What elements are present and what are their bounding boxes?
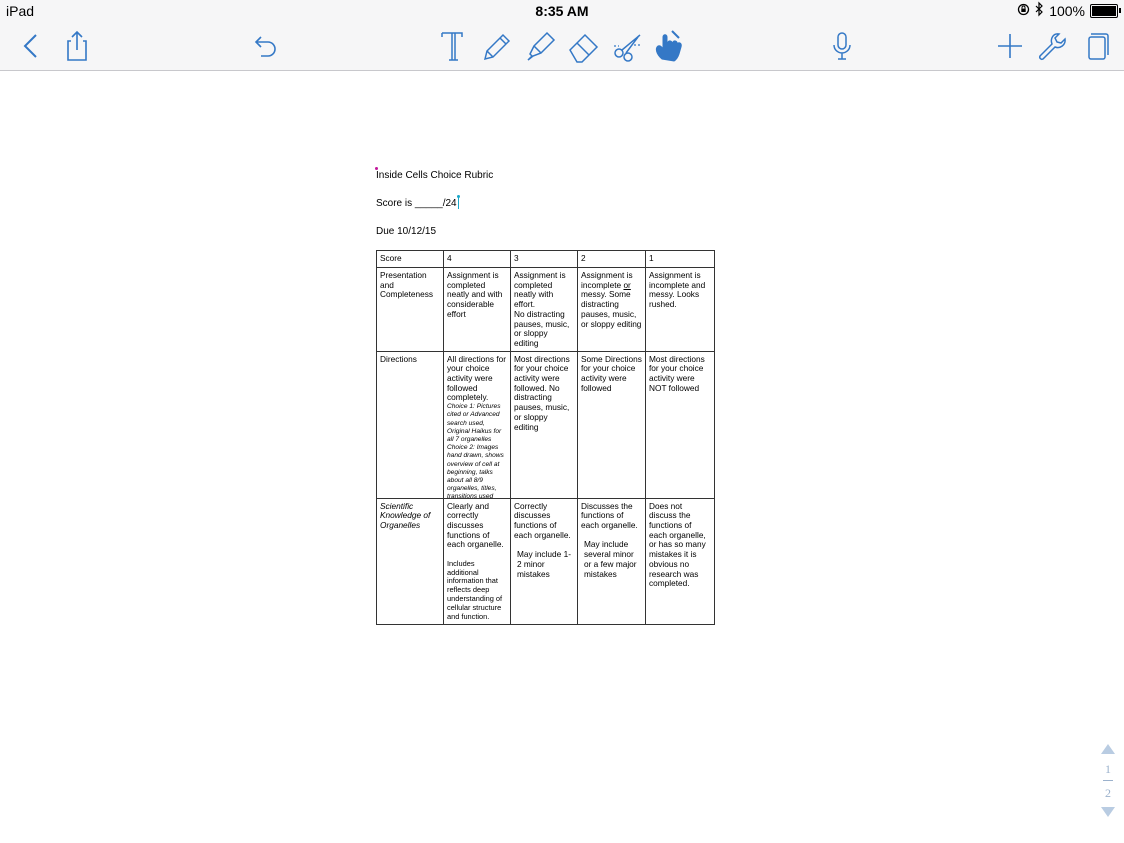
highlighter-button[interactable] [520, 26, 560, 66]
scissors-icon [610, 29, 644, 63]
due-date: Due 10/12/15 [376, 226, 437, 237]
text-tool-icon [435, 29, 469, 63]
cell-text-extra: Includes additional information that reflects deep understanding of cellular structure and function. [447, 558, 503, 621]
plus-icon [993, 29, 1027, 63]
pages-button[interactable] [1076, 26, 1116, 66]
table-cell: Assignment is incomplete and messy. Looks rushed. [646, 268, 715, 352]
table-cell [511, 268, 578, 352]
pages-icon [1079, 29, 1113, 63]
header-cell: 4 [444, 251, 511, 268]
table-cell [444, 351, 511, 501]
table-cell: Most directions for your choice activity were followed. No distracting pauses, music, or sloppy editing [511, 351, 578, 498]
microphone-icon [825, 29, 859, 63]
share-button[interactable] [57, 26, 97, 66]
undo-icon [248, 29, 282, 63]
table-cell [578, 498, 646, 624]
row-label: Directions [377, 351, 444, 498]
document-title: Inside Cells Choice Rubric [376, 170, 494, 181]
underlined-word: or [623, 279, 631, 290]
table-cell [444, 498, 511, 624]
choice-1-note: Choice 1: Pictures cited or Advanced search used, Original Haikus for all 7 organelles [447, 403, 502, 443]
bluetooth-icon [1035, 2, 1044, 19]
rubric-table [376, 250, 715, 625]
battery-percent: 100% [1049, 2, 1085, 19]
eraser-icon [566, 29, 600, 63]
battery-icon [1090, 4, 1118, 18]
header-cell: 2 [578, 251, 646, 268]
score-line: Score is _____/24 [376, 198, 457, 209]
page-down-icon[interactable] [1101, 807, 1115, 817]
table-cell: Most directions for your choice activity were NOT followed [646, 351, 715, 498]
table-header-row [377, 251, 715, 268]
status-right [1017, 2, 1118, 19]
hand-pointer-icon [652, 29, 686, 63]
toolbar [0, 22, 1124, 71]
pen-button[interactable] [476, 26, 516, 66]
total-pages[interactable]: 2 [1105, 786, 1111, 800]
settings-button[interactable] [1032, 26, 1072, 66]
cell-text: Discusses the functions of each organelle. [581, 500, 638, 531]
microphone-button[interactable] [822, 26, 862, 66]
page-divider [1103, 780, 1113, 781]
scissors-button[interactable] [607, 26, 647, 66]
back-button[interactable] [10, 26, 50, 66]
undo-button[interactable] [245, 26, 285, 66]
row-label: Scientific Knowledge of Organelles [377, 498, 444, 624]
table-cell: Assignment is incomplete or messy. Some distracting pauses, music, or sloppy editing [578, 268, 646, 352]
device-name: iPad [6, 3, 35, 19]
rotation-lock-icon [1017, 3, 1030, 19]
current-page[interactable]: 1 [1105, 762, 1111, 776]
page-up-icon[interactable] [1101, 744, 1115, 754]
hand-tool-button[interactable] [649, 26, 689, 66]
cell-text: All directions for your choice activity were followed completely. [447, 353, 507, 403]
pen-icon [479, 29, 513, 63]
clock: 8:35 AM [535, 3, 589, 19]
back-chevron-icon [13, 29, 47, 63]
table-cell [511, 498, 578, 624]
header-cell: 1 [646, 251, 715, 268]
page-navigator [1100, 744, 1116, 817]
highlighter-icon [523, 29, 557, 63]
wrench-icon [1035, 29, 1069, 63]
header-cell: 3 [511, 251, 578, 268]
row-label: Presentation and Completeness [377, 268, 444, 352]
cell-text-extra: No distracting pauses, music, or sloppy editing [514, 308, 570, 348]
cell-text-extra: May include 1-2 minor mistakes [517, 549, 571, 579]
cell-text: Assignment is completed neatly with effort. [514, 270, 566, 310]
table-row [377, 268, 715, 352]
share-icon [60, 29, 94, 63]
cell-text: Correctly discusses functions of each organelle. [514, 500, 571, 540]
table-cell: Some Directions for your choice activity were followed [578, 351, 646, 498]
table-row [377, 498, 715, 624]
cell-text: Clearly and correctly discusses functions of each organelle. [447, 500, 504, 550]
add-button[interactable] [990, 26, 1030, 66]
table-row [377, 351, 715, 498]
eraser-button[interactable] [563, 26, 603, 66]
table-cell: Does not discuss the functions of each organelle, or has so many mistakes it is obvious no research was completed. [646, 498, 715, 624]
status-bar [0, 0, 1124, 22]
text-tool-button[interactable] [432, 26, 472, 66]
choice-2-note: Choice 2: Images hand drawn, shows overview of cell at beginning, talks about all 8/9 organelles, titles, transitions used [447, 444, 504, 501]
header-cell: Score [377, 251, 444, 268]
selection-end-marker[interactable] [457, 195, 460, 198]
table-cell: Assignment is completed neatly and with considerable effort [444, 268, 511, 352]
cell-text-extra: May include several minor or a few major mistakes [584, 539, 637, 579]
